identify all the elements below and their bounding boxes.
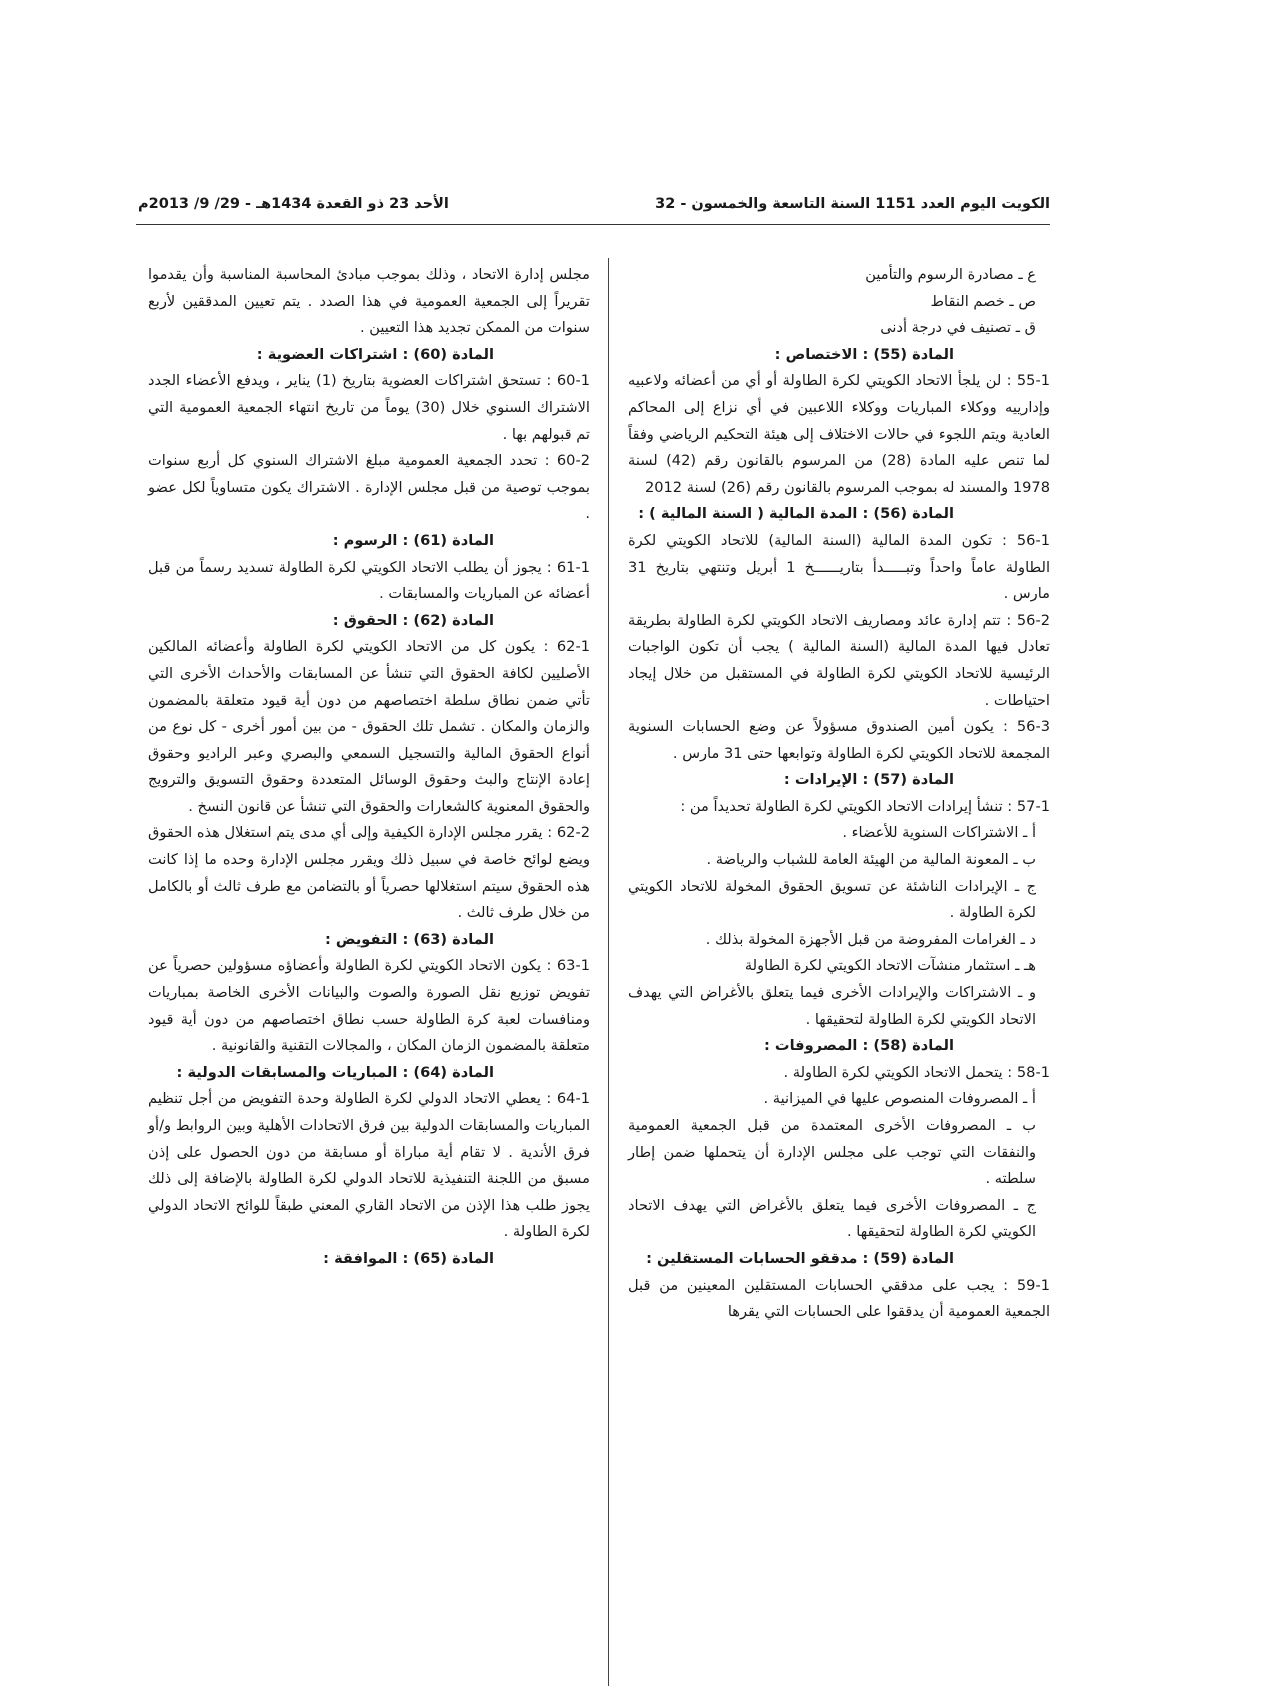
article-heading: المادة (61) : الرسوم : <box>332 531 494 549</box>
column-divider <box>608 258 609 1686</box>
paragraph: 59-1 : يجب على مدققي الحسابات المستقلين المعينين من قبل الجمعية العمومية أن يدققوا على الحسابات التي يقرها <box>628 1276 1050 1321</box>
header-divider <box>136 224 1050 225</box>
list-item: د ـ الغرامات المفروضة من قبل الأجهزة المخولة بذلك . <box>705 930 1036 948</box>
list-item: ب ـ المصروفات الأخرى المعتمدة من قبل الجمعية العمومية والنفقات التي توجب على مجلس الإدارة أن يتحملها ضمن إطار سلطته . <box>628 1117 1036 1188</box>
article-heading: المادة (58) : المصروفات : <box>763 1037 954 1055</box>
paragraph: 63-1 : يكون الاتحاد الكويتي لكرة الطاولة وأعضاؤه مسؤولين حصرياً عن تفويض توزيع نقل الصورة والصوت والبيانات الأخرى الخاصة بمباريات ومنافسات لعبة كرة الطاولة حسب نطاق اختصاصهم من دون أية قيود متعلقة بالمضمون الزمان المكان ، والمجالات التقنية والقانونية . <box>148 957 590 1055</box>
gazette-date: الأحد 23 ذو القعدة 1434هـ - 29/ 9/ 2013م <box>138 196 449 212</box>
paragraph: 55-1 : لن يلجأ الاتحاد الكويتي لكرة الطاولة أو أي من أعضائه ولاعبيه وإدارييه ووكلاء المباريات ووكلاء اللاعبين في أي نزاع إلى المحاكم العادية ويتم اللجوء في حالات الاختلاف إلى هيئة التحكيم الرياضي وفقاً لما تنص عليه المادة (28) من المرسوم بالقانون رقم (42) لسنة 1978 والمسند له بموجب المرسوم بالقانون رقم (26) لسنة 2012 <box>628 372 1050 496</box>
paragraph: 57-1 : تنشأ إيرادات الاتحاد الكويتي لكرة الطاولة تحديداً من : <box>680 797 1050 815</box>
list-item: ع ـ مصادرة الرسوم والتأمين <box>865 266 1036 283</box>
article-heading: المادة (60) : اشتراكات العضوية : <box>256 345 494 363</box>
article-heading: المادة (57) : الإيرادات : <box>783 771 954 789</box>
paragraph: مجلس إدارة الاتحاد ، وذلك بموجب مبادئ المحاسبة المناسبة وأن يقدموا تقريراً إلى الجمعية العمومية في هذا الصدد . يتم تعيين المدققين لأربع سنوات من الممكن تجديد هذا التعيين . <box>148 266 590 337</box>
paragraph: 56-2 : تتم إدارة عائد ومصاريف الاتحاد الكويتي لكرة الطاولة بطريقة تعادل فيها المدة المالية (السنة المالية ) يجب أن تكون الواجبات الرئيسية للاتحاد الكويتي لكرة الطاولة في المستقبل من خلال إيجاد احتياطات . <box>628 611 1050 709</box>
left-column <box>148 262 590 1273</box>
paragraph: 60-2 : تحدد الجمعية العمومية مبلغ الاشتراك السنوي كل أربع سنوات بموجب توصية من قبل مجلس الإدارة . الاشتراك يكون متساوياً لكل عضو . <box>148 452 590 523</box>
list-item: ق ـ تصنيف في درجة أدنى <box>880 319 1036 337</box>
list-item: و ـ الاشتراكات والإيرادات الأخرى فيما يتعلق بالأغراض التي يهدف الاتحاد الكويتي لكرة الطاولة لتحقيقها . <box>628 984 1036 1028</box>
right-column <box>628 262 1050 1326</box>
paragraph: 64-1 : يعطي الاتحاد الدولي لكرة الطاولة وحدة التفويض من أجل تنظيم المباريات والمسابقات الدولية بين فرق الاتحادات الأهلية وبين الروابط و/أو فرق الأندية . لا تقام أية مباراة أو مسابقة من دون الحصول على إذن مسبق من اللجنة التنفيذية للاتحاد الدولي لكرة الطاولة بالإضافة إلى ذلك يجوز طلب هذا الإذن من الاتحاد القاري المعني طبقاً للوائح الاتحاد الدولي لكرة الطاولة . <box>148 1090 590 1241</box>
paragraph: 58-1 : يتحمل الاتحاد الكويتي لكرة الطاولة . <box>783 1063 1050 1081</box>
paragraph: 60-1 : تستحق اشتراكات العضوية بتاريخ (1) يناير ، ويدفع الأعضاء الجدد الاشتراك السنوي خلال (30) يوماً من تاريخ انتهاء الجمعية العمومية التي تم قبولهم بها . <box>148 372 590 443</box>
paragraph: 62-1 : يكون كل من الاتحاد الكويتي لكرة الطاولة وأعضائه المالكين الأصليين لكافة الحقوق التي تنشأ عن المسابقات والأحداث الأخرى التي تأتي ضمن نطاق سلطة اختصاصهم من دون أية قيود متعلقة بالمضمون والزمان والمكان . تشمل تلك الحقوق - من بين أمور أخرى - كل نوع من أنواع الحقوق المالية والتسجيل السمعي والبصري وعبر الراديو وحقوق إعادة الإنتاج والبث وحقوق الوسائل المتعددة وحقوق التسويق والترويج والحقوق المعنوية كالشعارات والحقوق التي تنشأ عن قانون النسخ . <box>148 638 590 815</box>
list-item: هـ ـ استثمار منشآت الاتحاد الكويتي لكرة الطاولة <box>744 957 1036 975</box>
article-heading: المادة (56) : المدة المالية ( السنة المالية ) : <box>638 505 954 523</box>
article-heading: المادة (55) : الاختصاص : <box>774 345 954 363</box>
paragraph: 56-3 : يكون أمين الصندوق مسؤولاً عن وضع الحسابات السنوية المجمعة للاتحاد الكويتي لكرة الطاولة وتوابعها حتى 31 مارس . <box>628 718 1050 762</box>
list-item: ب ـ المعونة المالية من الهيئة العامة للشباب والرياضة . <box>706 851 1036 869</box>
article-heading: المادة (65) : الموافقة : <box>323 1249 494 1267</box>
list-item: أ ـ المصروفات المنصوص عليها في الميزانية . <box>763 1090 1036 1108</box>
list-item: ج ـ الإيرادات الناشئة عن تسويق الحقوق المخولة للاتحاد الكويتي لكرة الطاولة . <box>628 877 1036 922</box>
article-heading: المادة (59) : مدققو الحسابات المستقلين : <box>646 1249 954 1267</box>
article-heading: المادة (62) : الحقوق : <box>332 611 494 629</box>
article-heading: المادة (64) : المباريات والمسابقات الدولية : <box>176 1063 494 1081</box>
article-heading: المادة (63) : التفويض : <box>325 930 494 948</box>
list-item: ج ـ المصروفات الأخرى فيما يتعلق بالأغراض التي يهدف الاتحاد الكويتي لكرة الطاولة لتحقيقها . <box>628 1196 1036 1241</box>
list-item: ص ـ خصم النقاط <box>930 292 1036 310</box>
page-header <box>138 196 1050 222</box>
gazette-issue-info: الكويت اليوم العدد 1151 السنة التاسعة والخمسون - 32 <box>655 196 1050 212</box>
list-item: أ ـ الاشتراكات السنوية للأعضاء . <box>842 824 1036 842</box>
paragraph: 62-2 : يقرر مجلس الإدارة الكيفية وإلى أي مدى يتم استغلال هذه الحقوق ويضع لوائح خاصة في سبيل ذلك ويقرر مجلس الإدارة وحده ما إذا كانت هذه الحقوق سيتم استغلالها حصرياً أو بالتضامن مع طرف ثالث أو بالكامل من خلال طرف ثالث . <box>148 824 590 922</box>
paragraph: 61-1 : يجوز أن يطلب الاتحاد الكويتي لكرة الطاولة تسديد رسماً من قبل أعضائه عن المباريات والمسابقات . <box>148 558 590 603</box>
paragraph: 56-1 : تكون المدة المالية (السنة المالية) للاتحاد الكويتي لكرة الطاولة عاماً واحداً وتبـــــدأ بتاريــــــخ 1 أبريل وتنتهي بتاريخ 31 مارس . <box>628 531 1051 603</box>
